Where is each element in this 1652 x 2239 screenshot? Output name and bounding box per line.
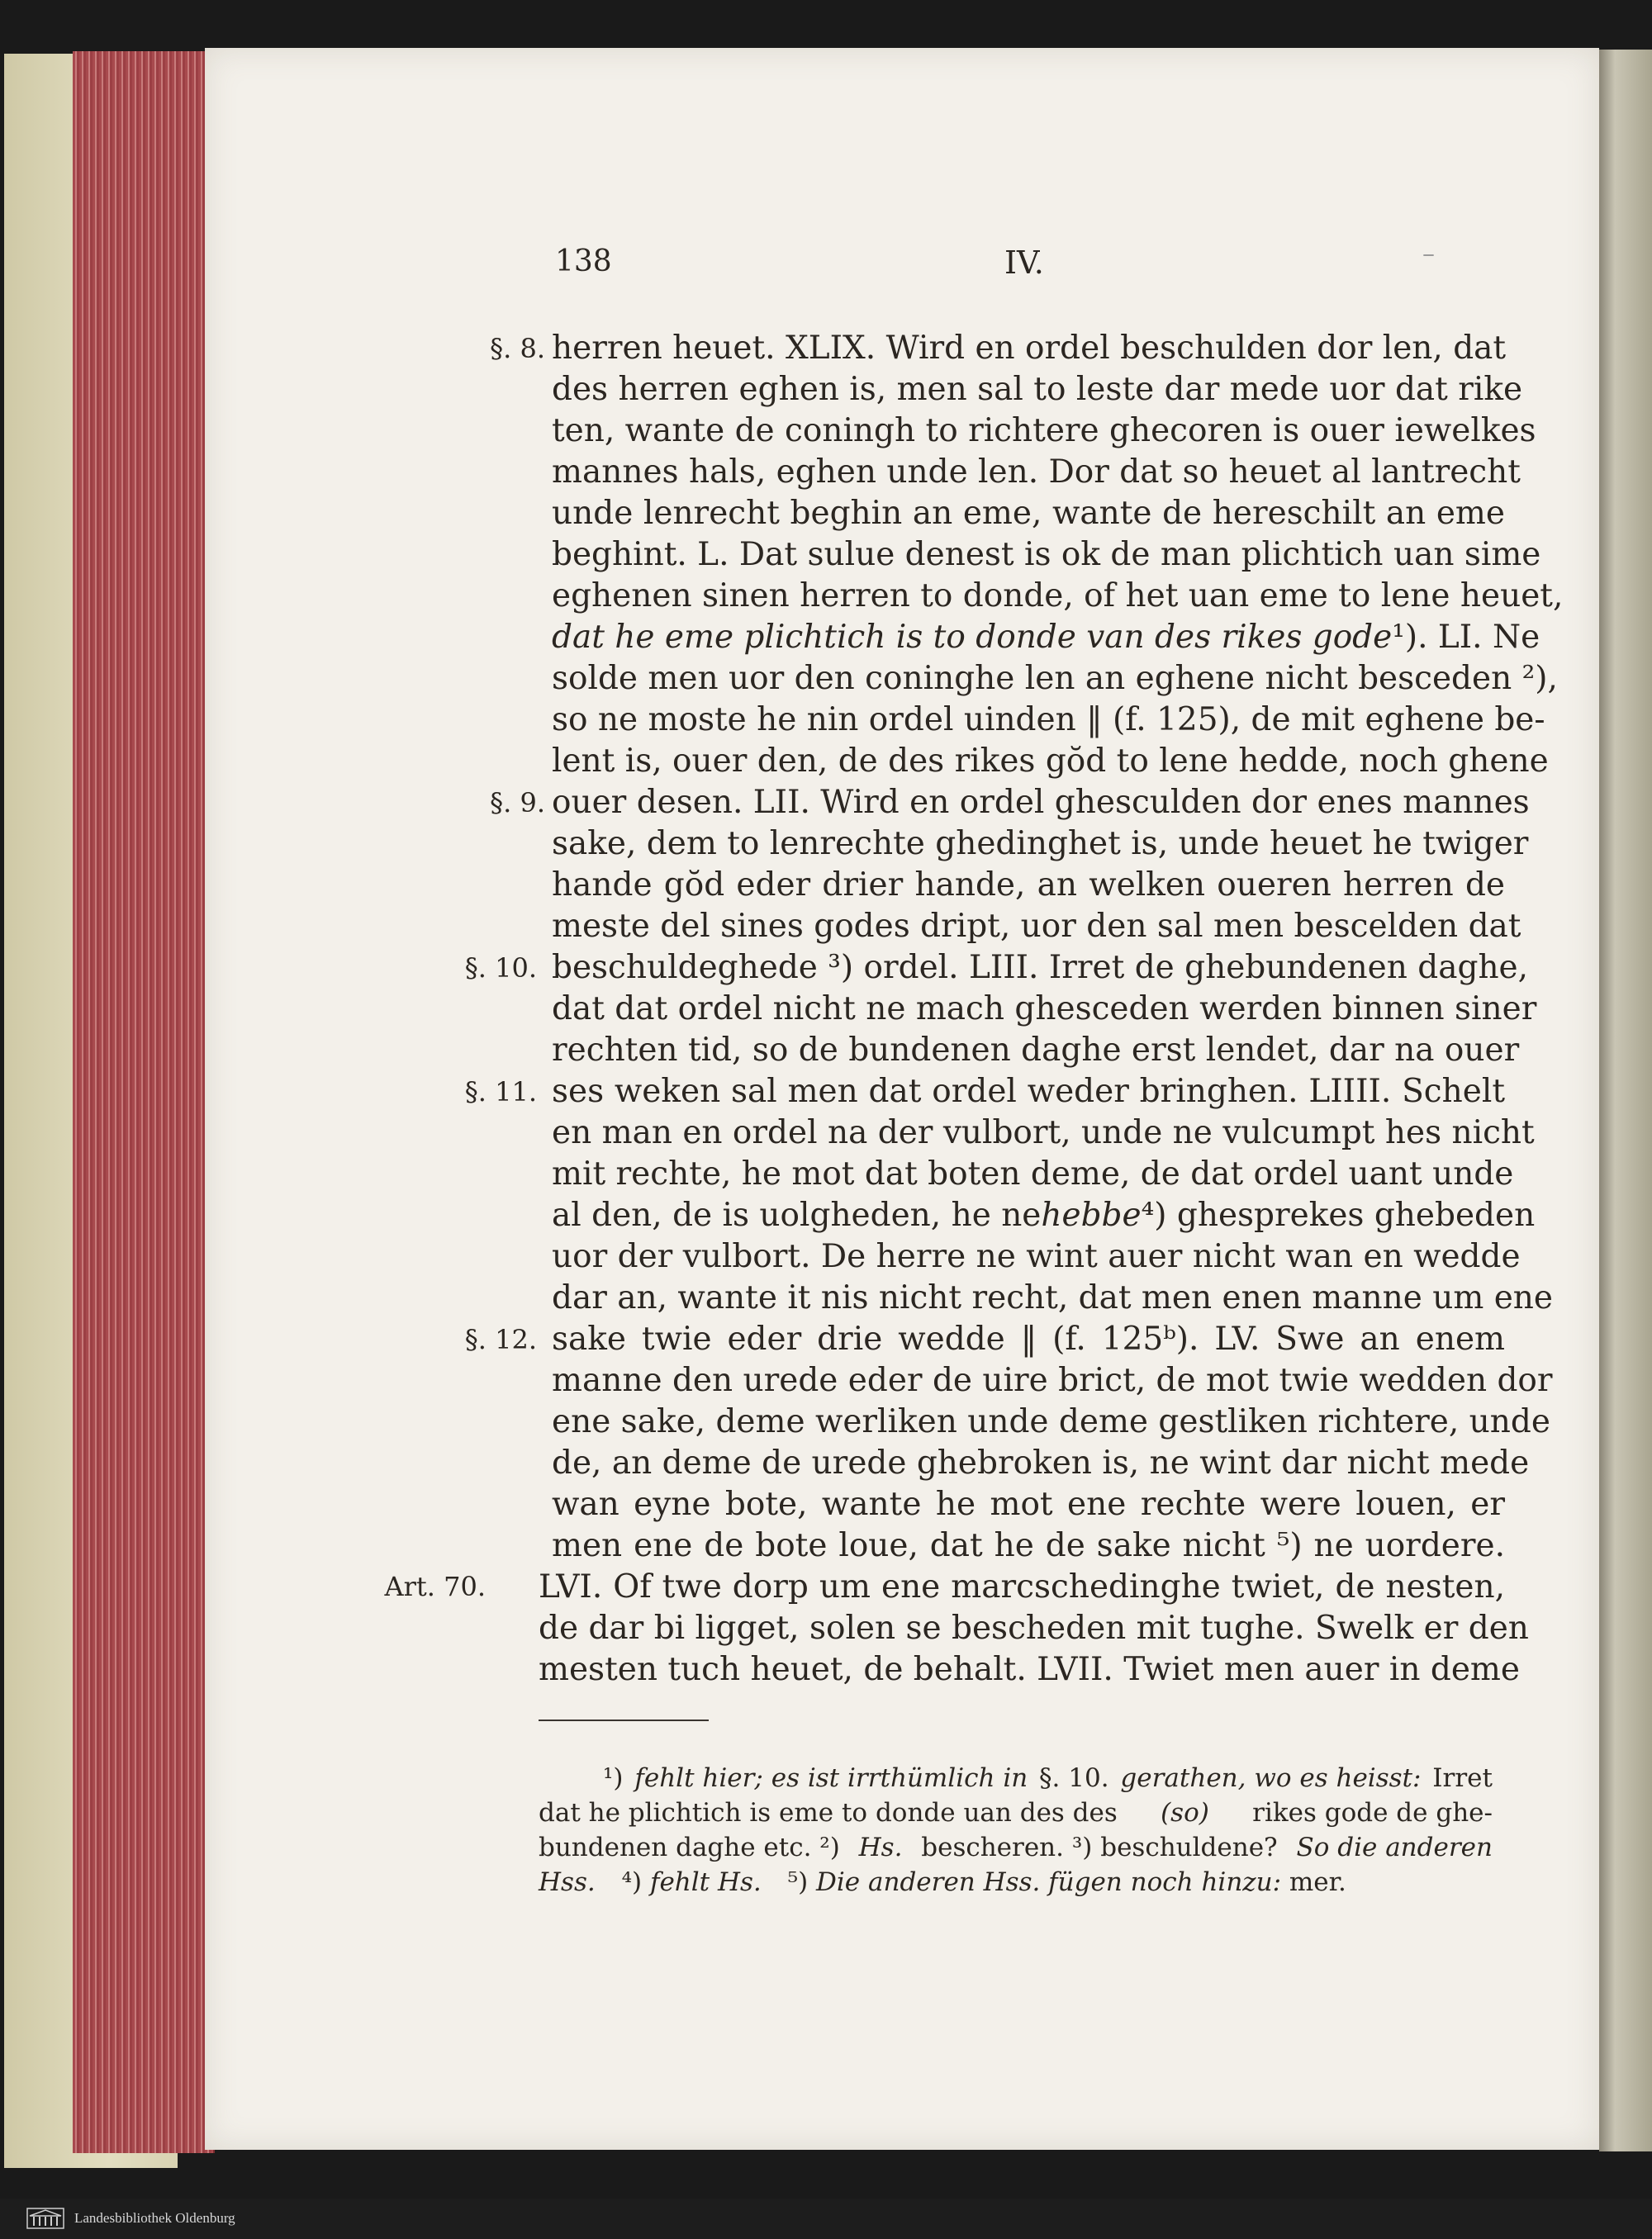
footnote-text: rikes gode de ghe- [1252,1798,1493,1828]
text-line [552,1195,1536,1236]
footnote-text: mer. [1289,1867,1346,1897]
text-line: uor der vulbort. De herre ne wint auer nicht wan en wedde [552,1238,1521,1275]
text-line: de dar bi ligget, solen se bescheden mit tughe. Swelk er den [539,1610,1529,1647]
text-line: ene sake, deme werliken unde deme gestliken richtere, unde [552,1403,1550,1440]
margin-note: §. 10. [464,952,537,984]
footnote-italic: So die anderen [1296,1833,1493,1862]
margin-note: §. 12. [464,1324,537,1355]
footnote-line [539,1795,1493,1830]
text-line: mit rechte, he mot dat boten deme, de dat ordel uant unde [552,1155,1514,1193]
footnote-italic: (so) [1161,1798,1209,1828]
page-number: 138 [555,244,612,278]
viewer-footer [0,2199,1652,2239]
text-line: mesten tuch heuet, de behalt. LVII. Twiet men auer in deme [539,1651,1520,1688]
text-line: so ne moste he nin ordel uinden ‖ (f. 125), de mit eghene be- [552,701,1545,738]
facing-page-edge [1599,50,1652,2151]
text-line: ses weken sal men dat ordel weder bringhen. LIIII. Schelt [552,1073,1505,1110]
text-line: sake twie eder drie wedde ‖ (f. 125ᵇ). LV. Swe an enem [552,1321,1505,1358]
text-italic-run: dat he eme plichtich is to donde van des rikes gode [552,619,1393,656]
footnote-marker: ¹) [603,1763,624,1793]
text-line: beghint. L. Dat sulue denest is ok de man plichtich uan sime [552,536,1541,573]
footnote-italic: fehlt hier; es ist irrthümlich in [634,1763,1028,1793]
text-line: herren heuet. XLIX. Wird en ordel beschulden dor len, dat [552,330,1507,367]
text-line: de, an deme de urede ghebroken is, ne wint dar nicht mede [552,1444,1530,1482]
text-line: lent is, ouer den, de des rikes gŏd to lene hedde, noch ghene [552,742,1549,780]
text-line: LVI. Of twe dorp um ene marcschedinghe twiet, de nesten, [539,1568,1505,1606]
text-line: des herren eghen is, men sal to leste dar mede uor dat rike [552,371,1523,408]
footnote-text: §. 10. [1039,1763,1109,1793]
text-line: hande gŏd eder drier hande, an welken oueren herren de [552,866,1505,904]
text-line: dat dat ordel nicht ne mach ghesceden werden binnen siner [552,990,1537,1027]
footnote-italic: gerathen, wo es heisst: [1120,1763,1422,1793]
footnote-line [539,1830,1493,1865]
text-line: beschuldeghede ³) ordel. LIII. Irret de ghebundenen daghe, [552,949,1529,986]
footnote-line [539,1865,1493,1900]
text-line: dar an, wante it nis nicht recht, dat men enen manne um ene [552,1279,1554,1316]
footnote-text: dat he plichtich is eme to donde uan des des [539,1798,1118,1828]
margin-note-article: Art. 70. [384,1571,486,1602]
text-line: ouer desen. LII. Wird en ordel ghesculden dor enes mannes [552,784,1530,821]
text-line: manne den urede eder de uire brict, de mot twie wedden dor [552,1362,1553,1399]
text-line: mannes hals, eghen unde len. Dor dat so heuet al lantrecht [552,453,1521,491]
text-line: ten, wante de coningh to richtere ghecoren is ouer iewelkes [552,412,1536,449]
text-line: sake, dem to lenrechte ghedinghet is, unde heuet he twiger [552,825,1529,862]
footnote-italic: Die anderen Hss. fügen noch hinzu: [816,1867,1282,1897]
footnote-marker: ⁵) [787,1867,809,1897]
page-edges-red [73,51,215,2153]
text-line: solde men uor den coninghe len an eghene nicht besceden ²), [552,660,1558,697]
margin-note: §. 11. [464,1076,537,1108]
text-line: men ene de bote loue, dat he de sake nicht ⁵) ne uordere. [552,1527,1505,1564]
margin-note: §. 9. [490,787,545,818]
text-run: ¹). LI. Ne [1392,619,1540,656]
footnote-line [603,1761,1493,1795]
footnote-italic: Hss. [539,1867,596,1897]
text-line: rechten tid, so de bundenen daghe erst lendet, dar na ouer [552,1032,1520,1069]
footnote-rule [539,1720,709,1721]
running-header [555,240,1505,286]
chapter-heading: IV. [1004,244,1044,281]
library-name[interactable]: Landesbibliothek Oldenburg [74,2210,235,2226]
text-run: al den, de is uolgheden, he ne [552,1197,1042,1234]
footnote-italic: fehlt Hs. [649,1867,762,1897]
text-line: unde lenrecht beghin an eme, wante de hereschilt an eme [552,495,1505,532]
footnote-text: bundenen daghe etc. ²) [539,1833,840,1862]
footnote-italic: Hs. [858,1833,903,1862]
footnote-marker: ⁴) [621,1867,643,1897]
text-line [552,617,1540,658]
text-line: meste del sines godes dript, uor den sal men bescelden dat [552,908,1521,945]
text-run: ⁴) ghesprekes ghebeden [1141,1197,1536,1234]
text-line: eghenen sinen herren to donde, of het uan eme to lene heuet, [552,577,1564,614]
header-mark: – [1422,240,1435,268]
footnote-text: bescheren. ³) beschuldene? [921,1833,1278,1862]
text-line: en man en ordel na der vulbort, unde ne vulcumpt hes nicht [552,1114,1535,1151]
margin-note: §. 8. [490,333,545,364]
building-columns-icon [26,2208,64,2229]
footnote-text: Irret [1432,1763,1493,1793]
text-italic-run: hebbe [1041,1197,1142,1234]
text-line: wan eyne bote, wante he mot ene rechte were louen, er [552,1486,1505,1523]
